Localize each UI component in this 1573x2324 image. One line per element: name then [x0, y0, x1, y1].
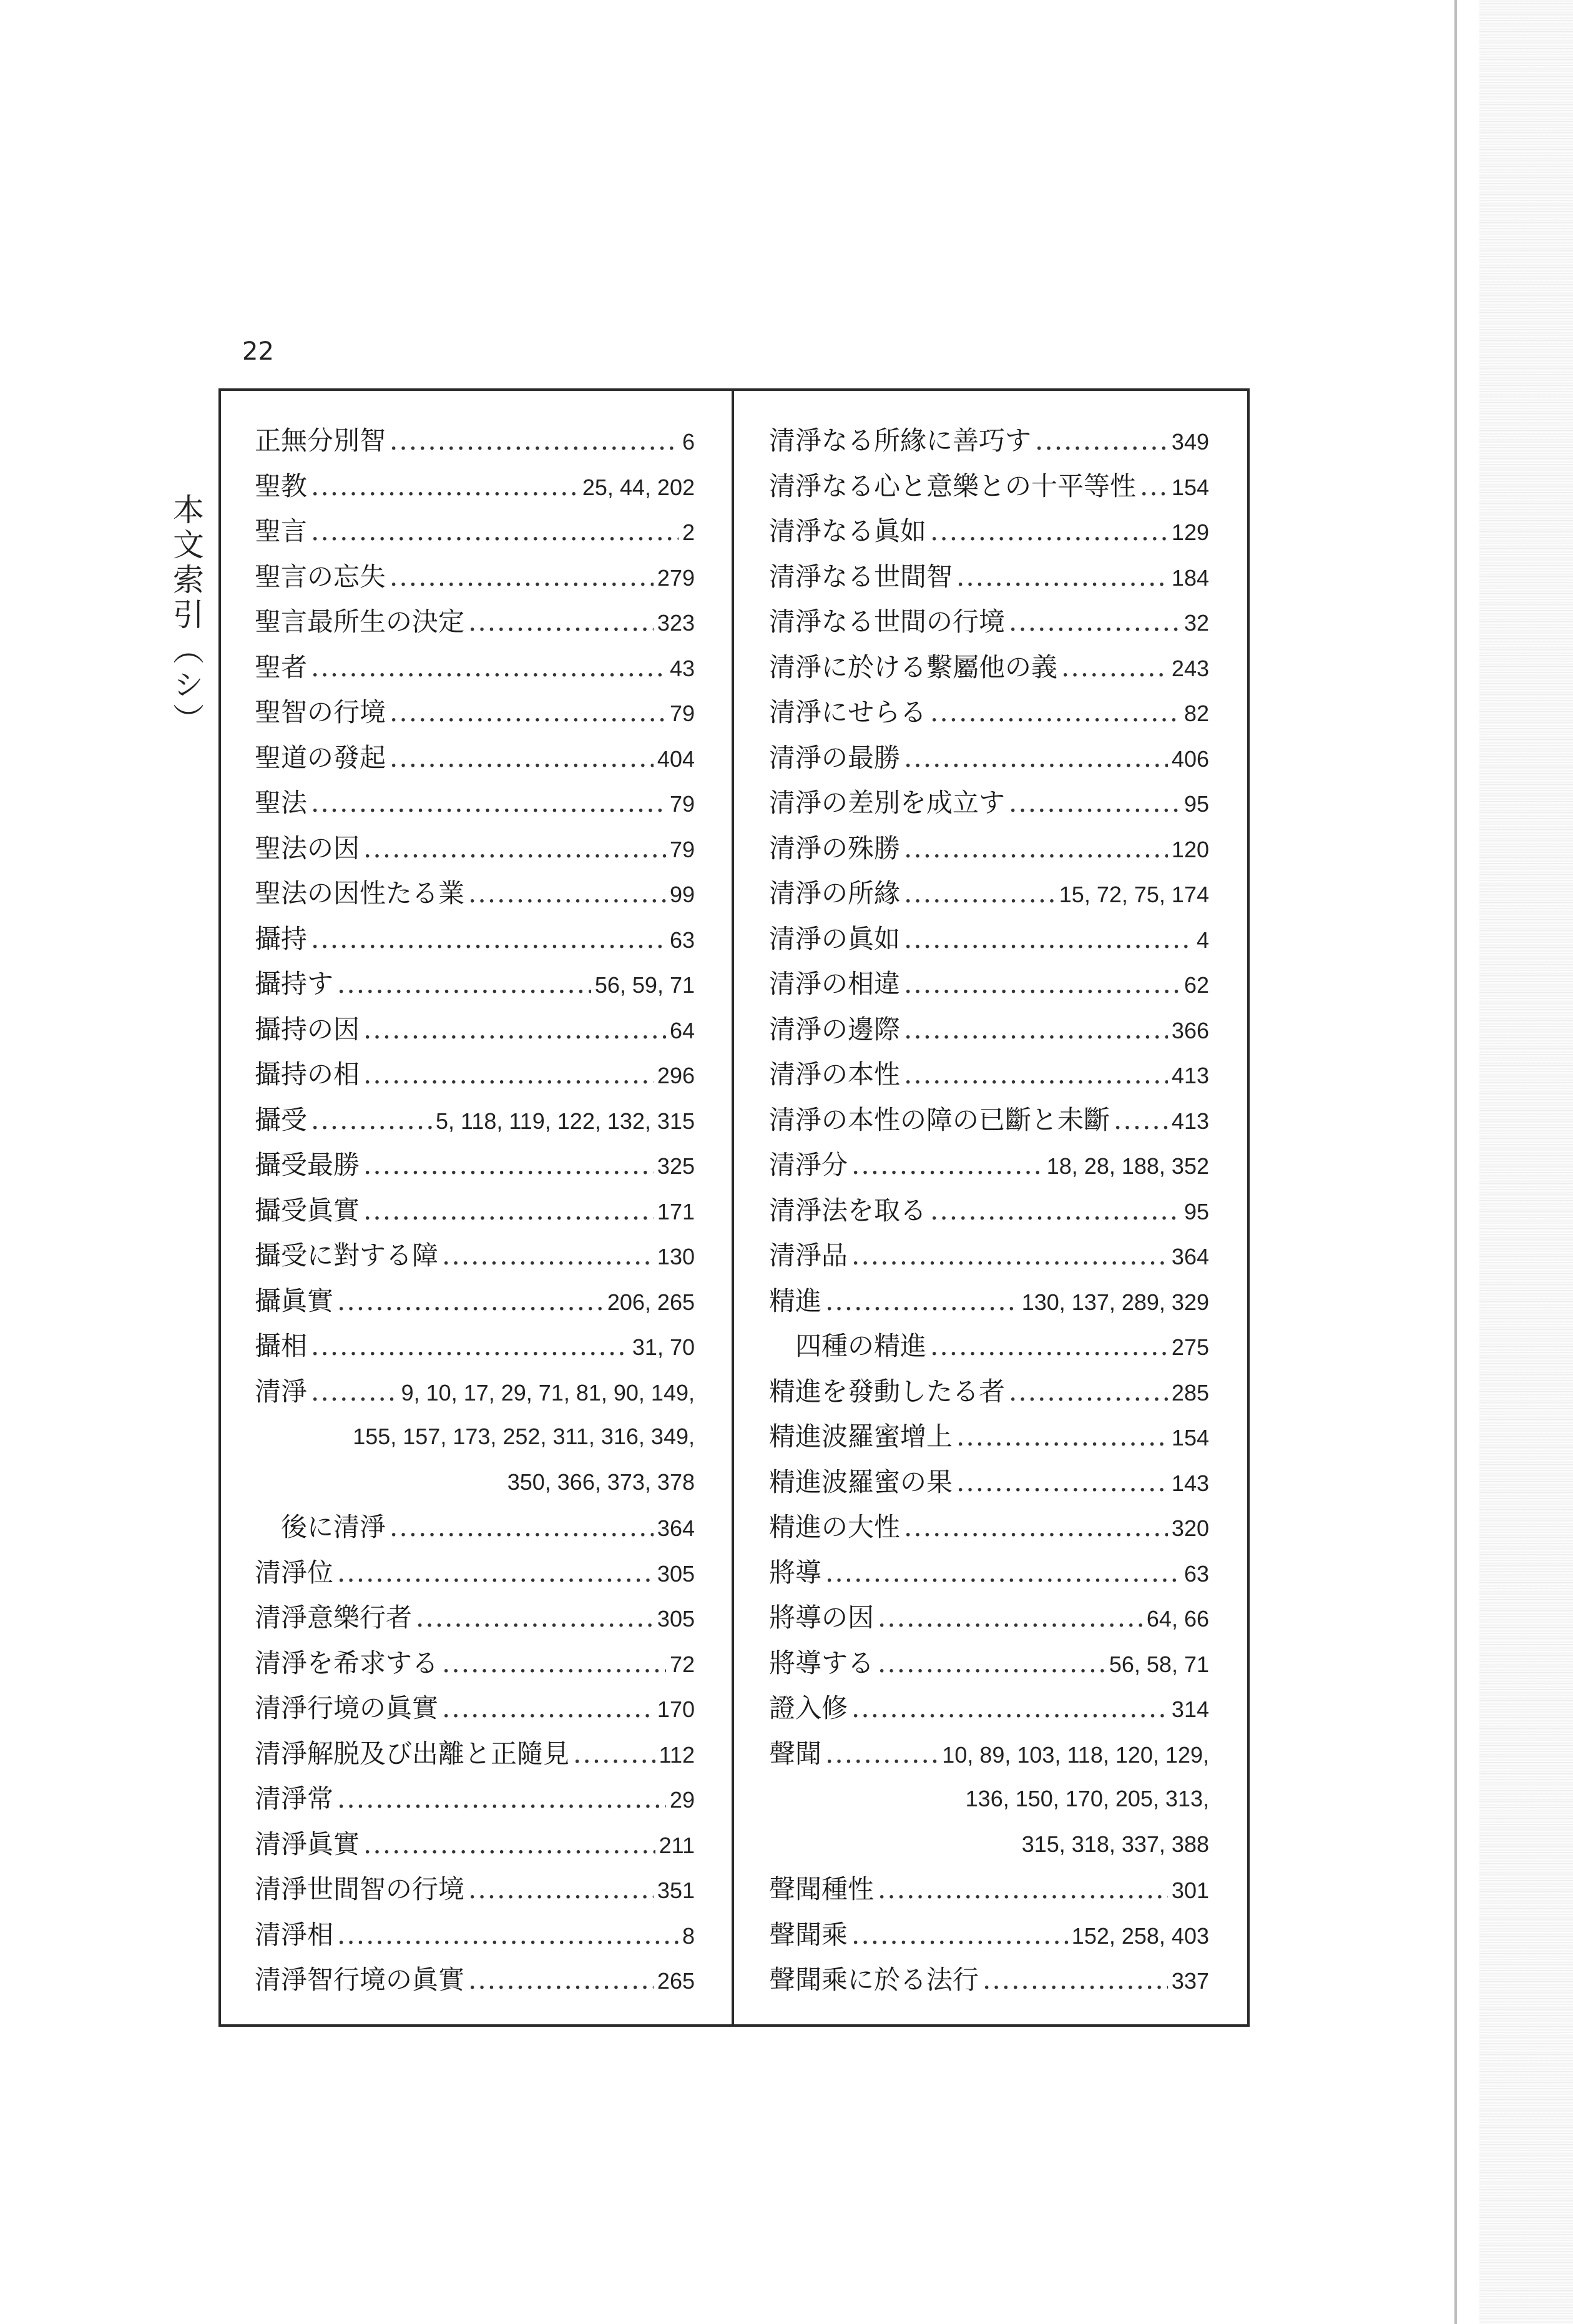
- dot-leader: [468, 1867, 654, 1913]
- index-term: 清淨の最勝: [769, 742, 901, 773]
- index-term: 清淨法を取る: [769, 1194, 927, 1226]
- index-entry: [769, 1098, 1209, 1143]
- page-refs: 301: [1171, 1878, 1209, 1903]
- index-term: 清淨解脱及び出離と正隨見: [255, 1738, 570, 1769]
- dot-leader: [311, 1324, 629, 1369]
- page-refs: 5, 118, 119, 122, 132, 315: [435, 1108, 695, 1134]
- page-refs: 43: [669, 655, 695, 681]
- index-entry: [255, 1776, 695, 1822]
- page-refs-continuation: 315, 318, 337, 388: [1021, 1831, 1209, 1857]
- index-term: 將導の因: [769, 1602, 875, 1633]
- index-term: 聖道の發起: [255, 742, 386, 773]
- page-refs: 129: [1171, 519, 1209, 545]
- index-entry: [769, 1595, 1209, 1641]
- dot-leader: [311, 780, 666, 826]
- index-term: 攝受最勝: [255, 1150, 360, 1180]
- index-entry: [255, 917, 695, 962]
- dot-leader: [442, 1641, 666, 1686]
- dot-leader: [930, 1188, 1180, 1234]
- index-entry: [255, 1098, 695, 1143]
- dot-leader: [416, 1595, 654, 1641]
- index-entry: [769, 509, 1209, 554]
- dot-leader: [337, 1279, 604, 1324]
- dot-leader: [956, 554, 1168, 600]
- page-refs: 265: [657, 1968, 695, 1994]
- index-entry: [255, 509, 695, 554]
- dot-leader: [851, 1233, 1168, 1279]
- index-entry: [255, 1641, 695, 1686]
- page-number: 22: [242, 337, 274, 366]
- dot-leader: [390, 1505, 654, 1550]
- dot-leader: [337, 962, 591, 1007]
- dot-leader: [1061, 645, 1168, 691]
- page-refs: 79: [669, 701, 695, 726]
- page-refs: 15, 72, 75, 174: [1059, 882, 1209, 907]
- index-entry: [255, 1957, 695, 2003]
- index-term: 聲聞種性: [769, 1874, 875, 1904]
- page-refs: 10, 89, 103, 118, 120, 129,: [942, 1741, 1209, 1768]
- page-refs: 413: [1171, 1108, 1209, 1134]
- index-entry: [769, 1052, 1209, 1098]
- page-refs: 413: [1171, 1063, 1209, 1088]
- dot-leader: [363, 1822, 655, 1868]
- index-entry: [769, 826, 1209, 872]
- index-entry: [769, 418, 1209, 464]
- index-term: 攝受: [255, 1104, 308, 1135]
- index-entry: [769, 1505, 1209, 1550]
- index-entry: [769, 1324, 1209, 1369]
- dot-leader: [468, 1957, 654, 2003]
- page-refs: 364: [657, 1515, 695, 1541]
- index-column-left: [255, 418, 695, 2003]
- page-refs: 243: [1171, 655, 1209, 681]
- page-refs: 171: [657, 1198, 695, 1224]
- index-term: 清淨: [255, 1376, 308, 1407]
- index-entry: [255, 418, 695, 464]
- dot-leader: [825, 1731, 938, 1777]
- dot-leader: [468, 599, 654, 645]
- index-entry: [769, 1867, 1209, 1913]
- index-term: 精進波羅蜜增上: [769, 1421, 953, 1452]
- index-term: 清淨に於ける繫屬他の義: [769, 651, 1058, 682]
- index-entry: [255, 1324, 695, 1369]
- page-refs: 82: [1183, 701, 1209, 726]
- index-column-right: [769, 418, 1209, 2003]
- index-term: 清淨の眞如: [769, 923, 901, 954]
- page-refs: 351: [657, 1878, 695, 1903]
- index-term: 聲聞: [769, 1738, 822, 1769]
- page-refs-continuation: 155, 157, 173, 252, 311, 316, 349,: [353, 1424, 695, 1449]
- dot-leader: [904, 736, 1168, 781]
- index-term: 清淨なる所緣に善巧す: [769, 425, 1032, 456]
- index-term: 後に清淨: [281, 1512, 386, 1542]
- index-term: 精進の大性: [769, 1512, 901, 1542]
- dot-leader: [983, 1957, 1168, 2003]
- index-entry: [255, 690, 695, 736]
- dot-leader: [904, 917, 1193, 962]
- page-refs: 152, 258, 403: [1071, 1923, 1209, 1949]
- index-entry: [769, 1550, 1209, 1596]
- index-term: 清淨の本性: [769, 1059, 901, 1090]
- index-term: 聖言の忘失: [255, 561, 386, 592]
- index-entry: [255, 1913, 695, 1958]
- index-entry: [769, 736, 1209, 781]
- index-term: 將導: [769, 1557, 822, 1588]
- page-refs: 130: [657, 1244, 695, 1269]
- page-refs: 296: [657, 1063, 695, 1088]
- dot-leader: [468, 871, 666, 917]
- index-entry: [769, 1369, 1209, 1415]
- index-entry: [255, 1731, 695, 1777]
- dot-leader: [442, 1233, 654, 1279]
- index-entry: [769, 1957, 1209, 2003]
- page-refs: 130, 137, 289, 329: [1021, 1289, 1209, 1315]
- dot-leader: [337, 1550, 654, 1596]
- page-refs: 8: [682, 1923, 695, 1949]
- page-refs: 79: [669, 791, 695, 817]
- index-entry: [255, 1188, 695, 1234]
- index-entry: [769, 1143, 1209, 1188]
- index-entry: [769, 1279, 1209, 1324]
- index-entry: [769, 645, 1209, 691]
- dot-leader: [825, 1279, 1018, 1324]
- dot-leader: [390, 418, 679, 464]
- page-refs: 18, 28, 188, 352: [1046, 1153, 1209, 1179]
- page-refs: 62: [1183, 972, 1209, 998]
- dot-leader: [311, 917, 666, 962]
- index-entry: [255, 464, 695, 510]
- dot-leader: [851, 1913, 1068, 1958]
- page-refs: 72: [669, 1651, 695, 1677]
- dot-leader: [930, 1324, 1168, 1369]
- dot-leader: [904, 1052, 1168, 1098]
- dot-leader: [825, 1550, 1180, 1596]
- index-term: 清淨の所緣: [769, 878, 901, 908]
- dot-leader: [1009, 780, 1180, 826]
- page-refs: 154: [1171, 474, 1209, 500]
- index-entry: [769, 1913, 1209, 1958]
- dot-leader: [337, 1913, 679, 1958]
- index-entry: [255, 1369, 695, 1415]
- column-divider: [732, 388, 734, 2027]
- dot-leader: [904, 1007, 1168, 1053]
- index-term: 精進を發動したる者: [769, 1376, 1006, 1407]
- dot-leader: [956, 1414, 1168, 1460]
- dot-leader: [1140, 464, 1168, 510]
- page-refs: 112: [659, 1741, 695, 1768]
- page-refs: 206, 265: [607, 1289, 695, 1315]
- dot-leader: [390, 690, 666, 736]
- index-entry: [255, 1505, 695, 1550]
- index-term: 攝眞實: [255, 1285, 334, 1316]
- index-term: 攝受に對する障: [255, 1240, 439, 1271]
- page-refs: 56, 58, 71: [1109, 1651, 1209, 1677]
- index-term: 攝受眞實: [255, 1194, 360, 1226]
- page-refs: 25, 44, 202: [582, 474, 695, 500]
- index-entry: [255, 826, 695, 872]
- index-term: 清淨の本性の障の已斷と未斷: [769, 1104, 1110, 1135]
- index-entry: [769, 1460, 1209, 1505]
- page-refs: 279: [657, 564, 695, 591]
- page-refs: 337: [1171, 1968, 1209, 1994]
- index-term: 清淨なる世間の行境: [769, 606, 1006, 637]
- index-entry: [255, 1822, 695, 1868]
- index-entry: [255, 1550, 695, 1596]
- index-term: 清淨の相違: [769, 968, 901, 999]
- dot-leader: [878, 1641, 1105, 1686]
- dot-leader: [878, 1867, 1168, 1913]
- index-entry: [255, 1233, 695, 1279]
- dot-leader: [311, 1369, 398, 1415]
- index-term: 清淨なる心と意樂との十平等性: [769, 470, 1137, 501]
- index-term: 清淨の差別を成立す: [769, 787, 1006, 818]
- dot-leader: [311, 1098, 432, 1143]
- dot-leader: [363, 1052, 654, 1098]
- index-entry: [769, 917, 1209, 962]
- page-refs: 120: [1171, 836, 1209, 862]
- index-entry: [769, 1188, 1209, 1234]
- index-term: 清淨智行境の眞實: [255, 1964, 465, 1995]
- scan-edge-noise: [1479, 0, 1573, 2324]
- page-refs: 6: [682, 429, 695, 455]
- index-term: 攝持す: [255, 968, 334, 999]
- dot-leader: [851, 1143, 1043, 1188]
- index-entry: [769, 871, 1209, 917]
- page-refs: 184: [1171, 564, 1209, 591]
- page-refs-continuation: 136, 150, 170, 205, 313,: [965, 1786, 1209, 1811]
- index-term: 清淨なる世間智: [769, 561, 953, 592]
- dot-leader: [337, 1776, 666, 1822]
- dot-leader: [878, 1595, 1143, 1641]
- index-entry: [769, 1233, 1209, 1279]
- page-refs: 320: [1171, 1515, 1209, 1541]
- index-term: 聖法の因性たる業: [255, 878, 465, 908]
- page-refs: 366: [1171, 1017, 1209, 1043]
- dot-leader: [363, 826, 666, 872]
- index-entry: [769, 1414, 1209, 1460]
- index-entry: [255, 1595, 695, 1641]
- index-term: 證入修: [769, 1693, 848, 1723]
- page-refs: 56, 59, 71: [594, 972, 695, 998]
- index-term: 聖言最所生の決定: [255, 606, 465, 637]
- dot-leader: [363, 1143, 654, 1188]
- page-refs: 95: [1183, 791, 1209, 817]
- index-term: 攝持: [255, 923, 308, 954]
- index-term: 四種の精進: [795, 1331, 927, 1361]
- index-term: 聖智の行境: [255, 697, 386, 727]
- page-refs: 79: [669, 836, 695, 862]
- index-entry: [769, 962, 1209, 1007]
- dot-leader: [930, 690, 1180, 736]
- index-term: 聖者: [255, 651, 308, 682]
- index-entry: [255, 1143, 695, 1188]
- page-refs: 314: [1171, 1696, 1209, 1722]
- page-refs: 305: [657, 1560, 695, 1587]
- index-term: 清淨常: [255, 1783, 334, 1814]
- index-term: 精進波羅蜜の果: [769, 1466, 953, 1497]
- page-refs: 325: [657, 1153, 695, 1179]
- index-term: 清淨の殊勝: [769, 832, 901, 864]
- page-refs: 143: [1171, 1470, 1209, 1496]
- index-term: 清淨分: [769, 1150, 848, 1180]
- index-term: 聖法: [255, 787, 308, 818]
- dot-leader: [573, 1731, 655, 1777]
- index-term: 聲聞乘に於る法行: [769, 1964, 979, 1995]
- index-term: 清淨相: [255, 1919, 334, 1950]
- index-term: 攝持の因: [255, 1013, 360, 1045]
- dot-leader: [363, 1188, 654, 1234]
- page-refs: 9, 10, 17, 29, 71, 81, 90, 149,: [401, 1379, 695, 1406]
- page-refs: 63: [1183, 1560, 1209, 1587]
- index-term: 將導する: [769, 1647, 875, 1678]
- page-refs: 99: [669, 882, 695, 907]
- index-term: 聲聞乘: [769, 1919, 848, 1950]
- index-entry: [769, 1731, 1209, 1777]
- dot-leader: [1114, 1098, 1168, 1143]
- index-entry: [255, 599, 695, 645]
- dot-leader: [311, 645, 666, 691]
- dot-leader: [311, 464, 579, 510]
- page-refs: 364: [1171, 1244, 1209, 1269]
- page-refs: 64, 66: [1146, 1606, 1209, 1632]
- dot-leader: [1009, 1369, 1168, 1415]
- index-entry: [255, 554, 695, 600]
- index-entry: [769, 554, 1209, 600]
- index-entry: [255, 736, 695, 781]
- page-refs: 64: [669, 1017, 695, 1043]
- dot-leader: [1035, 418, 1168, 464]
- index-entry: [255, 1867, 695, 1913]
- index-term: 精進: [769, 1285, 822, 1316]
- index-entry: [255, 1686, 695, 1731]
- index-term: 清淨行境の眞實: [255, 1693, 439, 1723]
- page-refs: 4: [1196, 927, 1209, 953]
- index-term: 攝相: [255, 1331, 308, 1361]
- index-term: 攝持の相: [255, 1059, 360, 1090]
- index-term: 聖言: [255, 516, 308, 546]
- page-refs: 2: [682, 519, 695, 545]
- page-refs: 349: [1171, 429, 1209, 455]
- index-term: 清淨意樂行者: [255, 1602, 413, 1633]
- index-entry: [255, 780, 695, 826]
- page-refs: 211: [659, 1832, 695, 1858]
- index-entry: [255, 871, 695, 917]
- page-refs: 404: [657, 746, 695, 772]
- index-term: 正無分別智: [255, 425, 386, 456]
- index-term: 聖法の因: [255, 832, 360, 864]
- page-refs: 63: [669, 927, 695, 953]
- index-entry: [255, 1052, 695, 1098]
- index-term: 聖教: [255, 470, 308, 501]
- index-term: 清淨にせらる: [769, 697, 927, 727]
- page-refs: 406: [1171, 746, 1209, 772]
- dot-leader: [904, 962, 1180, 1007]
- dot-leader: [851, 1686, 1168, 1731]
- page-refs: 29: [669, 1787, 695, 1813]
- index-entry: [255, 645, 695, 691]
- page-refs: 170: [657, 1696, 695, 1722]
- dot-leader: [904, 871, 1056, 917]
- index-term: 清淨世間智の行境: [255, 1874, 465, 1904]
- page-refs: 323: [657, 610, 695, 636]
- index-entry: [769, 690, 1209, 736]
- dot-leader: [390, 736, 654, 781]
- dot-leader: [1009, 599, 1180, 645]
- index-entry: [769, 1686, 1209, 1731]
- dot-leader: [956, 1460, 1168, 1505]
- index-term: 清淨眞實: [255, 1828, 360, 1859]
- index-entry: [769, 599, 1209, 645]
- page-refs: 275: [1171, 1334, 1209, 1360]
- index-term: 清淨なる眞如: [769, 516, 927, 546]
- dot-leader: [311, 509, 679, 554]
- dot-leader: [904, 826, 1168, 872]
- index-entry: [769, 780, 1209, 826]
- dot-leader: [390, 554, 654, 600]
- index-entry: [769, 464, 1209, 510]
- page-refs: 305: [657, 1606, 695, 1632]
- page-refs: 285: [1171, 1379, 1209, 1406]
- dot-leader: [904, 1505, 1168, 1550]
- dot-leader: [442, 1686, 654, 1731]
- index-term: 清淨位: [255, 1557, 334, 1588]
- index-entry: [769, 1007, 1209, 1053]
- page-refs: 32: [1183, 610, 1209, 636]
- index-entry: [255, 1279, 695, 1324]
- index-term: 清淨を希求する: [255, 1647, 439, 1678]
- index-term: 清淨品: [769, 1240, 848, 1271]
- page-refs: 95: [1183, 1198, 1209, 1224]
- index-entry: [255, 1007, 695, 1053]
- index-term: 清淨の邊際: [769, 1013, 901, 1045]
- page-refs: 31, 70: [632, 1334, 695, 1360]
- page-refs: 154: [1171, 1425, 1209, 1450]
- index-entry: [769, 1641, 1209, 1686]
- index-entry: [255, 962, 695, 1007]
- page-refs-continuation: 350, 366, 373, 378: [507, 1469, 695, 1495]
- section-side-label: 本文索引（シ）: [168, 493, 204, 738]
- scan-border-line: [1454, 0, 1457, 2324]
- dot-leader: [930, 509, 1168, 554]
- dot-leader: [363, 1007, 666, 1053]
